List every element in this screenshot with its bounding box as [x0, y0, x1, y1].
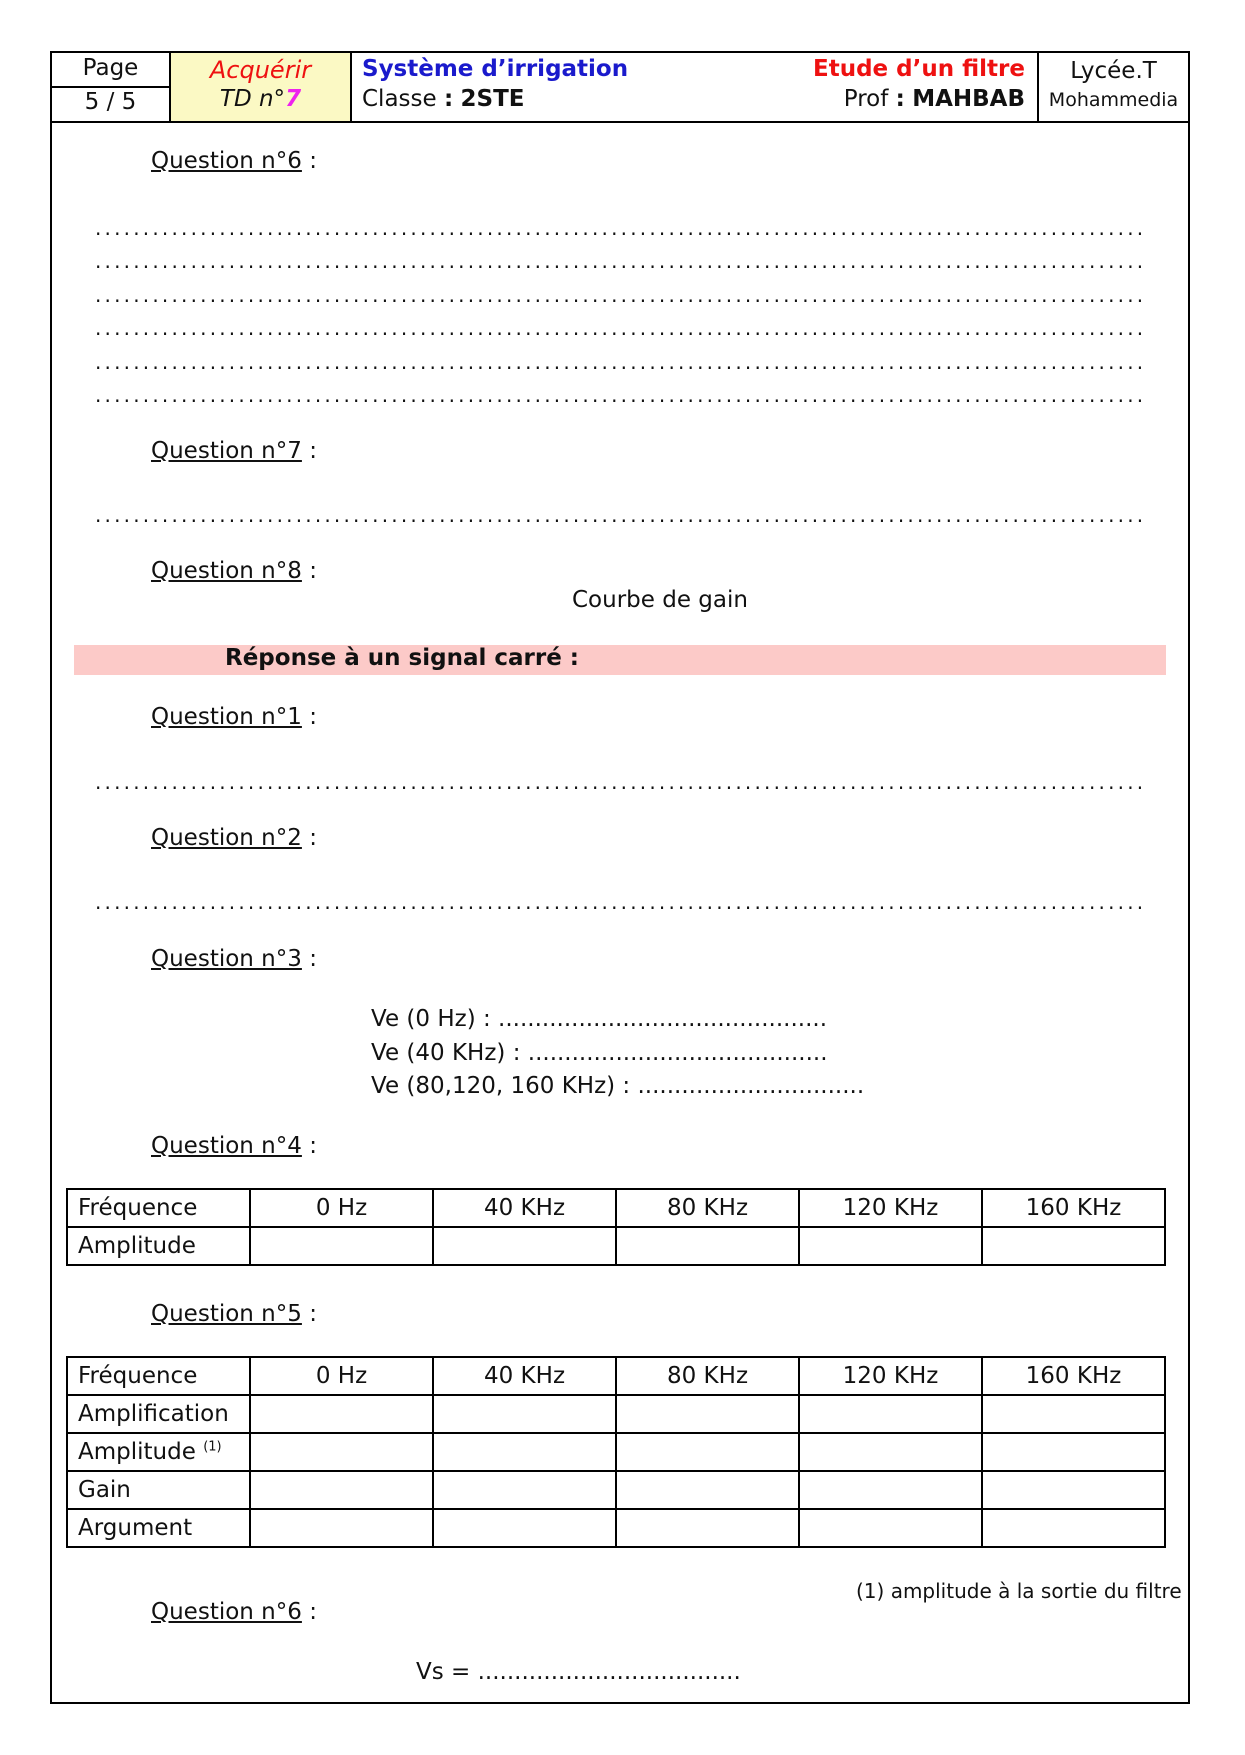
frequency-cell: 160 KHz [982, 1357, 1165, 1395]
subject-title: Etude d’un filtre [813, 56, 1025, 82]
question-5-heading: Question n°5 : [151, 1301, 317, 1327]
title-cell [352, 53, 1039, 121]
frequency-cell: 0 Hz [250, 1357, 433, 1395]
answer-line[interactable] [95, 218, 1145, 238]
gain-curve-caption: Courbe de gain [572, 587, 748, 613]
answer-line[interactable] [95, 505, 1145, 525]
ve-40khz-line[interactable]: Ve (40 KHz) : ......................................... [371, 1040, 828, 1066]
question-1-heading: Question n°1 : [151, 704, 317, 730]
prof-info: Prof : MAHBAB [843, 86, 1025, 112]
answer-cell[interactable] [250, 1471, 433, 1509]
school-city: Mohammedia [1048, 89, 1179, 111]
answer-cell[interactable] [982, 1227, 1165, 1265]
table-row [67, 1227, 1165, 1265]
answer-cell[interactable] [799, 1471, 982, 1509]
answer-line[interactable] [95, 318, 1145, 338]
table-header-row [67, 1357, 1165, 1395]
table-footnote: (1) amplitude à la sortie du filtre [856, 1579, 1182, 1603]
page-label: Page [82, 55, 139, 81]
answer-cell[interactable] [982, 1395, 1165, 1433]
page-cell [52, 53, 171, 121]
section-banner [74, 645, 1166, 675]
answer-line[interactable] [95, 385, 1145, 405]
table-row [67, 1395, 1165, 1433]
section-title: Réponse à un signal carré : [225, 645, 579, 671]
question-7-heading: Question n°7 : [151, 438, 317, 464]
vs-line[interactable]: Vs = .................................... [416, 1659, 741, 1685]
answer-cell[interactable] [250, 1433, 433, 1471]
answer-cell[interactable] [433, 1395, 616, 1433]
footnote-marker: (1) [203, 1439, 222, 1455]
ve-0hz-line[interactable]: Ve (0 Hz) : ............................................. [371, 1006, 828, 1032]
row-label: Amplitude $^{(1)}$ [67, 1433, 250, 1471]
answer-cell[interactable] [982, 1471, 1165, 1509]
row-label: Gain [67, 1471, 250, 1509]
answer-cell[interactable] [250, 1395, 433, 1433]
question-2-heading: Question n°2 : [151, 825, 317, 851]
frequency-cell: 120 KHz [799, 1357, 982, 1395]
answer-line[interactable] [95, 772, 1145, 792]
question-4-heading: Question n°4 : [151, 1133, 317, 1159]
row-label: Amplitude [67, 1227, 250, 1265]
table-row [67, 1509, 1165, 1547]
category-cell [171, 53, 352, 121]
answer-cell[interactable] [616, 1471, 799, 1509]
answer-cell[interactable] [433, 1227, 616, 1265]
answer-cell[interactable] [616, 1433, 799, 1471]
page-number: 5 / 5 [84, 89, 137, 115]
prof-name: MAHBAB [912, 86, 1025, 112]
school-name: Lycée.T [1070, 58, 1157, 84]
frequency-cell: 40 KHz [433, 1357, 616, 1395]
td-label: TD n°7 [219, 86, 302, 112]
table-header-row [67, 1189, 1165, 1227]
header-cell: Fréquence [67, 1189, 250, 1227]
frequency-cell: 80 KHz [616, 1357, 799, 1395]
table-row [67, 1471, 1165, 1509]
frequency-cell: 80 KHz [616, 1189, 799, 1227]
class-info: Classe : 2STE [362, 86, 525, 112]
amplitude-table [66, 1188, 1166, 1266]
answer-cell[interactable] [799, 1433, 982, 1471]
answer-cell[interactable] [433, 1509, 616, 1547]
header-cell: Fréquence [67, 1357, 250, 1395]
answer-cell[interactable] [799, 1509, 982, 1547]
frequency-cell: 0 Hz [250, 1189, 433, 1227]
system-title: Système d’irrigation [362, 56, 629, 82]
answer-line[interactable] [95, 251, 1145, 271]
question-3-heading: Question n°3 : [151, 946, 317, 972]
frequency-cell: 160 KHz [982, 1189, 1165, 1227]
category-label: Acquérir [209, 56, 312, 84]
answer-cell[interactable] [799, 1227, 982, 1265]
answer-line[interactable] [95, 892, 1145, 912]
class-value: 2STE [460, 86, 525, 112]
frequency-response-table [66, 1356, 1166, 1548]
answer-cell[interactable] [982, 1509, 1165, 1547]
question-6b-heading: Question n°6 : [151, 1599, 317, 1625]
answer-cell[interactable] [799, 1395, 982, 1433]
answer-cell[interactable] [250, 1227, 433, 1265]
answer-cell[interactable] [616, 1395, 799, 1433]
header [52, 53, 1188, 123]
answer-cell[interactable] [616, 1509, 799, 1547]
row-label: Argument [67, 1509, 250, 1547]
answer-cell[interactable] [433, 1433, 616, 1471]
td-number: 7 [285, 86, 302, 112]
answer-cell[interactable] [982, 1433, 1165, 1471]
question-8-heading: Question n°8 : [151, 558, 317, 584]
answer-cell[interactable] [250, 1509, 433, 1547]
answer-line[interactable] [95, 285, 1145, 305]
frequency-cell: 120 KHz [799, 1189, 982, 1227]
answer-cell[interactable] [616, 1227, 799, 1265]
question-6-heading: Question n°6 : [151, 148, 317, 174]
ve-harmonics-line[interactable]: Ve (80,120, 160 KHz) : ............................... [371, 1073, 865, 1099]
table-row [67, 1433, 1165, 1471]
frequency-cell: 40 KHz [433, 1189, 616, 1227]
answer-cell[interactable] [433, 1471, 616, 1509]
row-label: Amplification [67, 1395, 250, 1433]
answer-line[interactable] [95, 352, 1145, 372]
school-cell [1039, 53, 1188, 121]
